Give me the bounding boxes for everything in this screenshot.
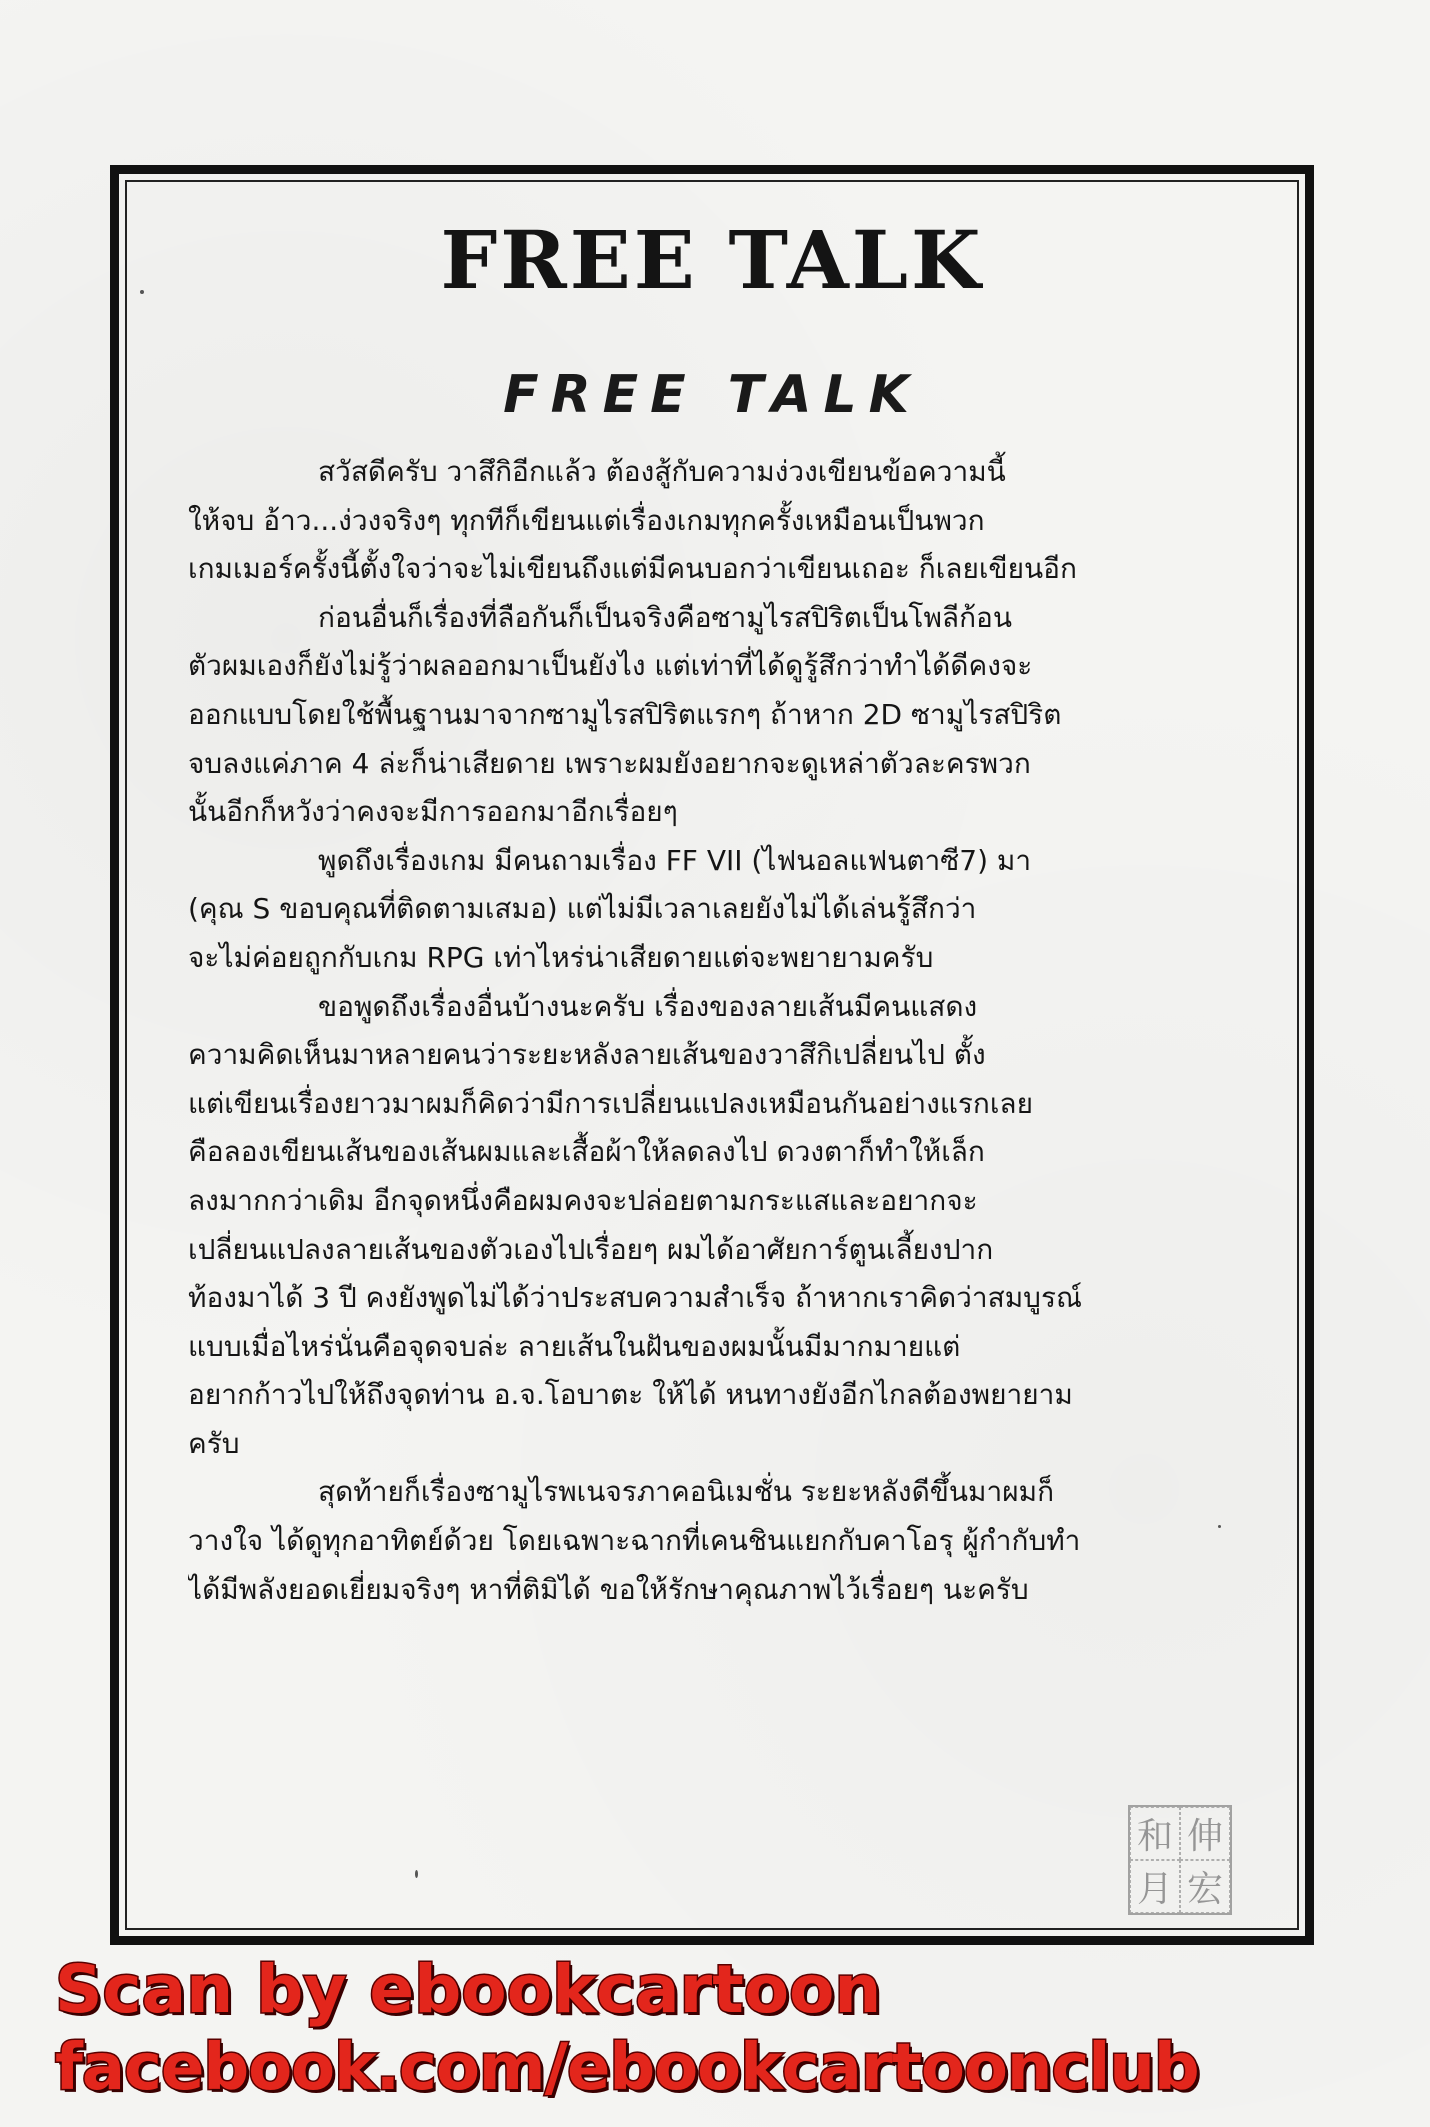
seal-character: 伸 bbox=[1180, 1807, 1230, 1860]
body-line: เปลี่ยนแปลงลายเส้นของตัวเองไปเรื่อยๆ ผมได้อาศัยการ์ตูนเลี้ยงปาก bbox=[188, 1232, 994, 1266]
seal-character: 和 bbox=[1130, 1807, 1180, 1860]
body-line: จะไม่ค่อยถูกกับเกม RPG เท่าไหร่น่าเสียดายแต่จะพยายามครับ bbox=[188, 940, 934, 974]
scan-credit-watermark: Scan by ebookcartoon bbox=[55, 1951, 882, 2028]
body-line: เกมเมอร์ครั้งนี้ตั้งใจว่าจะไม่เขียนถึงแต่มีคนบอกว่าเขียนเถอะ ก็เลยเขียนอีก bbox=[188, 552, 1077, 586]
body-line: พูดถึงเรื่องเกม มีคนถามเรื่อง FF VII (ไฟนอลแฟนตาซี7) มา bbox=[318, 843, 1032, 877]
body-line: ให้จบ อ้าว...ง่วงจริงๆ ทุกทีก็เขียนแต่เรื่องเกมทุกครั้งเหมือนเป็นพวก bbox=[188, 503, 985, 537]
body-line: สวัสดีครับ วาสึกิอีกแล้ว ต้องสู้กับความง่วงเขียนข้อความนี้ bbox=[318, 455, 1006, 488]
body-line: ออกแบบโดยใช้พื้นฐานมาจากซามูไรสปิริตแรกๆ ถ้าหาก 2D ซามูไรสปิริต bbox=[188, 697, 1062, 731]
author-seal-stamp bbox=[1128, 1805, 1232, 1915]
body-line: แบบเมื่อไหร่นั่นคือจุดจบล่ะ ลายเส้นในฝันของผมนั้นมีมากมายแต่ bbox=[188, 1329, 961, 1363]
body-line: คือลองเขียนเส้นของเส้นผมและเสื้อผ้าให้ลดลงไป ดวงตาก็ทำให้เล็ก bbox=[188, 1135, 985, 1169]
facebook-link-watermark: facebook.com/ebookcartoonclub bbox=[55, 2031, 1199, 2105]
free-talk-body bbox=[188, 448, 1208, 1614]
body-line: ลงมากกว่าเดิม อีกจุดหนึ่งคือผมคงจะปล่อยตามกระแสและอยากจะ bbox=[188, 1183, 978, 1217]
body-line: ขอพูดถึงเรื่องอื่นบ้างนะครับ เรื่องของลายเส้นมีคนแสดง bbox=[318, 989, 978, 1023]
body-line: อยากก้าวไปให้ถึงจุดท่าน อ.จ.โอบาตะ ให้ได้ หนทางยังอีกไกลต้องพยายาม bbox=[188, 1378, 1073, 1412]
body-line: ความคิดเห็นมาหลายคนว่าระยะหลังลายเส้นของวาสึกิเปลี่ยนไป ตั้ง bbox=[188, 1038, 986, 1072]
seal-character: 月 bbox=[1130, 1860, 1180, 1913]
body-line: ตัวผมเองก็ยังไม่รู้ว่าผลออกมาเป็นยังไง แต่เท่าที่ได้ดูรู้สึกว่าทำได้ดีคงจะ bbox=[188, 649, 1033, 683]
seal-character: 宏 bbox=[1180, 1860, 1230, 1913]
page-title: FREE TALK bbox=[440, 213, 984, 307]
body-line: วางใจ ได้ดูทุกอาทิตย์ด้วย โดยเฉพาะฉากที่เคนชินแยกกับคาโอรุ ผู้กำกับทำ bbox=[188, 1524, 1081, 1558]
page-subtitle: FREE TALK bbox=[503, 365, 921, 425]
body-line: ท้องมาได้ 3 ปี คงยังพูดไม่ได้ว่าประสบความสำเร็จ ถ้าหากเราคิดว่าสมบูรณ์ bbox=[188, 1281, 1082, 1315]
body-line: แต่เขียนเรื่องยาวมาผมก็คิดว่ามีการเปลี่ยนแปลงเหมือนกันอย่างแรกเลย bbox=[188, 1086, 1033, 1120]
body-line: ได้มีพลังยอดเยี่ยมจริงๆ หาที่ติมิได้ ขอให้รักษาคุณภาพไว้เรื่อยๆ นะครับ bbox=[188, 1572, 1029, 1606]
body-line: ก่อนอื่นก็เรื่องที่ลือกันก็เป็นจริงคือซามูไรสปิริตเป็นโพลีก้อน bbox=[318, 600, 1012, 634]
body-line: นั้นอีกก็หวังว่าคงจะมีการออกมาอีกเรื่อยๆ bbox=[188, 795, 678, 829]
body-line: ครับ bbox=[188, 1426, 240, 1460]
body-line: สุดท้ายก็เรื่องซามูไรพเนจรภาคอนิเมชั่น ระยะหลังดีขึ้นมาผมก็ bbox=[318, 1475, 1055, 1509]
body-line: จบลงแค่ภาค 4 ล่ะก็น่าเสียดาย เพราะผมยังอยากจะดูเหล่าตัวละครพวก bbox=[188, 746, 1031, 780]
body-line: (คุณ S ขอบคุณที่ติดตามเสมอ) แต่ไม่มีเวลาเลยยังไม่ได้เล่นรู้สึกว่า bbox=[188, 892, 977, 926]
